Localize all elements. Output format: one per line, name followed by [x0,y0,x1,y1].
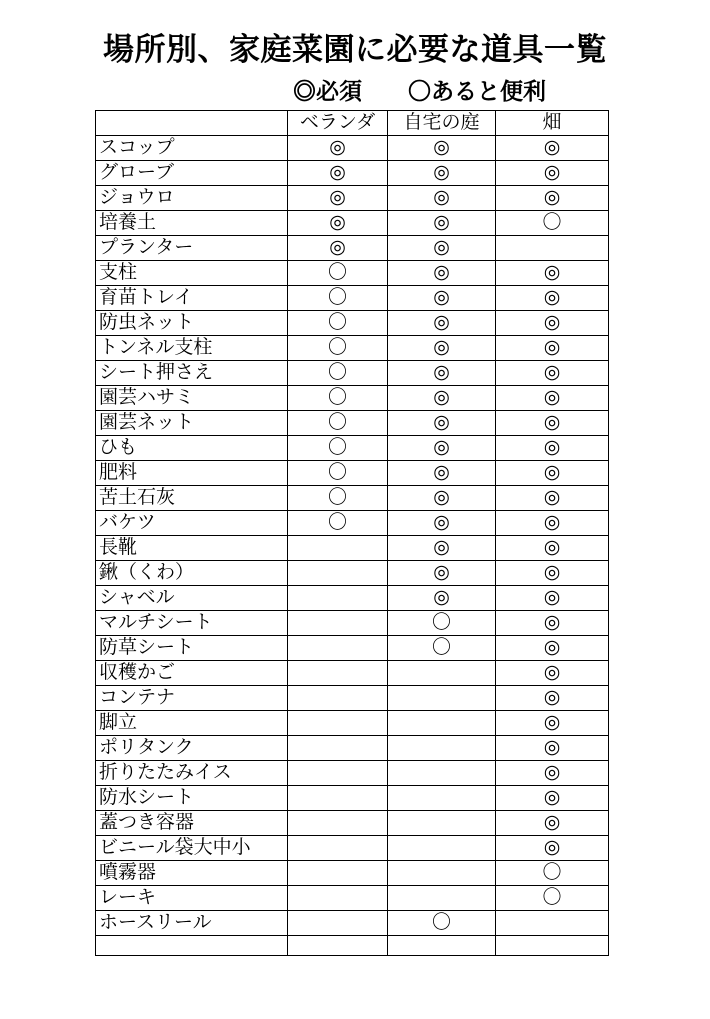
mark-cell-veranda: ◎ [288,186,388,211]
item-name-cell: 噴霧器 [96,861,288,886]
mark-cell-veranda [288,936,388,956]
mark-cell-field: ◎ [496,461,609,486]
mark-cell-garden: ◎ [388,236,496,261]
item-name-cell: ジョウロ [96,186,288,211]
table-row [96,136,609,161]
table-row [96,711,609,736]
mark-cell-field: ◎ [496,536,609,561]
column-header-item [96,111,288,136]
item-name-cell: 肥料 [96,461,288,486]
item-name-cell: シート押さえ [96,361,288,386]
mark-cell-field: ◎ [496,361,609,386]
mark-cell-garden: ◎ [388,361,496,386]
mark-cell-veranda: ◎ [288,136,388,161]
table-body [96,136,609,956]
column-header-veranda: ベランダ [288,111,388,136]
mark-cell-field: ◎ [496,636,609,661]
item-name-cell: バケツ [96,511,288,536]
table-row [96,811,609,836]
mark-cell-garden [388,886,496,911]
table-row [96,786,609,811]
table-row [96,761,609,786]
column-header-field: 畑 [496,111,609,136]
item-name-cell: レーキ [96,886,288,911]
legend-required-mark: ◎必須 [293,78,362,104]
mark-cell-field: ◎ [496,336,609,361]
item-name-cell [96,936,288,956]
table-row [96,436,609,461]
mark-cell-veranda [288,886,388,911]
mark-cell-veranda [288,561,388,586]
mark-cell-veranda: 〇 [288,361,388,386]
page-title: 場所別、家庭菜園に必要な道具一覧 [103,32,607,67]
mark-cell-field: ◎ [496,186,609,211]
table-row [96,736,609,761]
item-name-cell: 園芸ネット [96,411,288,436]
mark-cell-field: ◎ [496,586,609,611]
item-name-cell: シャベル [96,586,288,611]
mark-cell-garden: 〇 [388,611,496,636]
mark-cell-field: ◎ [496,611,609,636]
item-name-cell: マルチシート [96,611,288,636]
table-row [96,561,609,586]
mark-cell-garden [388,786,496,811]
table-row [96,186,609,211]
mark-cell-veranda: 〇 [288,336,388,361]
item-name-cell: コンテナ [96,686,288,711]
table-row [96,286,609,311]
mark-cell-veranda: 〇 [288,461,388,486]
mark-cell-veranda [288,636,388,661]
item-name-cell: 蓋つき容器 [96,811,288,836]
mark-cell-veranda [288,711,388,736]
mark-cell-veranda [288,861,388,886]
table-row [96,386,609,411]
table-row [96,211,609,236]
mark-cell-field: ◎ [496,486,609,511]
mark-cell-field: 〇 [496,211,609,236]
mark-cell-veranda [288,611,388,636]
table-row [96,661,609,686]
item-name-cell: トンネル支柱 [96,336,288,361]
mark-cell-veranda [288,811,388,836]
mark-cell-veranda [288,911,388,936]
item-name-cell: 防虫ネット [96,311,288,336]
mark-cell-field: ◎ [496,411,609,436]
table-row [96,461,609,486]
mark-cell-garden: ◎ [388,536,496,561]
mark-cell-field: ◎ [496,561,609,586]
table-row [96,886,609,911]
item-name-cell: 支柱 [96,261,288,286]
table-row [96,586,609,611]
legend-convenient-mark: 〇あると便利 [408,78,546,104]
mark-cell-veranda [288,761,388,786]
mark-cell-veranda: ◎ [288,236,388,261]
item-name-cell: 収穫かご [96,661,288,686]
mark-cell-field: ◎ [496,761,609,786]
mark-cell-garden [388,936,496,956]
mark-cell-veranda [288,786,388,811]
item-name-cell: 苦土石灰 [96,486,288,511]
mark-cell-veranda: 〇 [288,286,388,311]
mark-cell-veranda: 〇 [288,511,388,536]
mark-cell-field: ◎ [496,386,609,411]
mark-cell-veranda: 〇 [288,486,388,511]
mark-cell-veranda: 〇 [288,386,388,411]
mark-cell-veranda: 〇 [288,436,388,461]
item-name-cell: 園芸ハサミ [96,386,288,411]
mark-cell-garden [388,686,496,711]
mark-cell-field: ◎ [496,736,609,761]
mark-cell-veranda [288,836,388,861]
mark-cell-field [496,911,609,936]
mark-cell-field: 〇 [496,886,609,911]
mark-cell-veranda [288,686,388,711]
mark-cell-field: ◎ [496,686,609,711]
header-row [96,111,609,136]
table-row [96,161,609,186]
table-header [96,111,609,136]
column-header-garden: 自宅の庭 [388,111,496,136]
mark-cell-field: ◎ [496,661,609,686]
table-row [96,911,609,936]
mark-cell-garden: ◎ [388,211,496,236]
item-name-cell: 脚立 [96,711,288,736]
mark-cell-veranda: 〇 [288,311,388,336]
table-row [96,411,609,436]
mark-cell-garden: ◎ [388,136,496,161]
table-row [96,686,609,711]
mark-cell-garden [388,761,496,786]
mark-cell-field: ◎ [496,161,609,186]
table-row [96,636,609,661]
item-name-cell: 防水シート [96,786,288,811]
mark-cell-garden: ◎ [388,261,496,286]
mark-cell-field: ◎ [496,311,609,336]
mark-cell-garden: ◎ [388,511,496,536]
mark-cell-garden: ◎ [388,336,496,361]
mark-cell-field: ◎ [496,811,609,836]
legend [293,73,546,106]
item-name-cell: ひも [96,436,288,461]
mark-cell-garden [388,811,496,836]
mark-cell-garden [388,711,496,736]
table-row [96,261,609,286]
mark-cell-veranda [288,536,388,561]
mark-cell-veranda [288,736,388,761]
mark-cell-garden: 〇 [388,911,496,936]
mark-cell-garden: ◎ [388,161,496,186]
table-row [96,536,609,561]
tools-table [95,110,609,956]
item-name-cell: 折りたたみイス [96,761,288,786]
item-name-cell: 防草シート [96,636,288,661]
table-row [96,311,609,336]
mark-cell-garden: ◎ [388,411,496,436]
table-row [96,236,609,261]
table-row [96,936,609,956]
item-name-cell: ホースリール [96,911,288,936]
mark-cell-veranda [288,661,388,686]
table-row [96,336,609,361]
mark-cell-field: ◎ [496,711,609,736]
mark-cell-veranda: ◎ [288,161,388,186]
mark-cell-field [496,236,609,261]
mark-cell-veranda: 〇 [288,411,388,436]
table-row [96,511,609,536]
item-name-cell: 育苗トレイ [96,286,288,311]
mark-cell-field: ◎ [496,136,609,161]
table-row [96,611,609,636]
item-name-cell: ポリタンク [96,736,288,761]
table-row [96,486,609,511]
mark-cell-garden [388,836,496,861]
mark-cell-field [496,936,609,956]
mark-cell-garden: ◎ [388,461,496,486]
mark-cell-field: ◎ [496,511,609,536]
mark-cell-garden: ◎ [388,561,496,586]
item-name-cell: プランター [96,236,288,261]
mark-cell-veranda [288,586,388,611]
mark-cell-garden: ◎ [388,286,496,311]
item-name-cell: 長靴 [96,536,288,561]
mark-cell-garden: 〇 [388,636,496,661]
mark-cell-field: ◎ [496,261,609,286]
mark-cell-garden [388,861,496,886]
item-name-cell: ビニール袋大中小 [96,836,288,861]
mark-cell-garden: ◎ [388,486,496,511]
mark-cell-field: ◎ [496,836,609,861]
item-name-cell: スコップ [96,136,288,161]
mark-cell-veranda: 〇 [288,261,388,286]
table-row [96,836,609,861]
mark-cell-field: 〇 [496,861,609,886]
mark-cell-garden [388,661,496,686]
table-row [96,861,609,886]
item-name-cell: 鍬（くわ） [96,561,288,586]
mark-cell-field: ◎ [496,286,609,311]
item-name-cell: グローブ [96,161,288,186]
mark-cell-field: ◎ [496,436,609,461]
item-name-cell: 培養土 [96,211,288,236]
mark-cell-garden: ◎ [388,186,496,211]
mark-cell-garden: ◎ [388,386,496,411]
mark-cell-garden: ◎ [388,586,496,611]
mark-cell-garden [388,736,496,761]
mark-cell-garden: ◎ [388,436,496,461]
mark-cell-garden: ◎ [388,311,496,336]
mark-cell-veranda: ◎ [288,211,388,236]
table-row [96,361,609,386]
mark-cell-field: ◎ [496,786,609,811]
